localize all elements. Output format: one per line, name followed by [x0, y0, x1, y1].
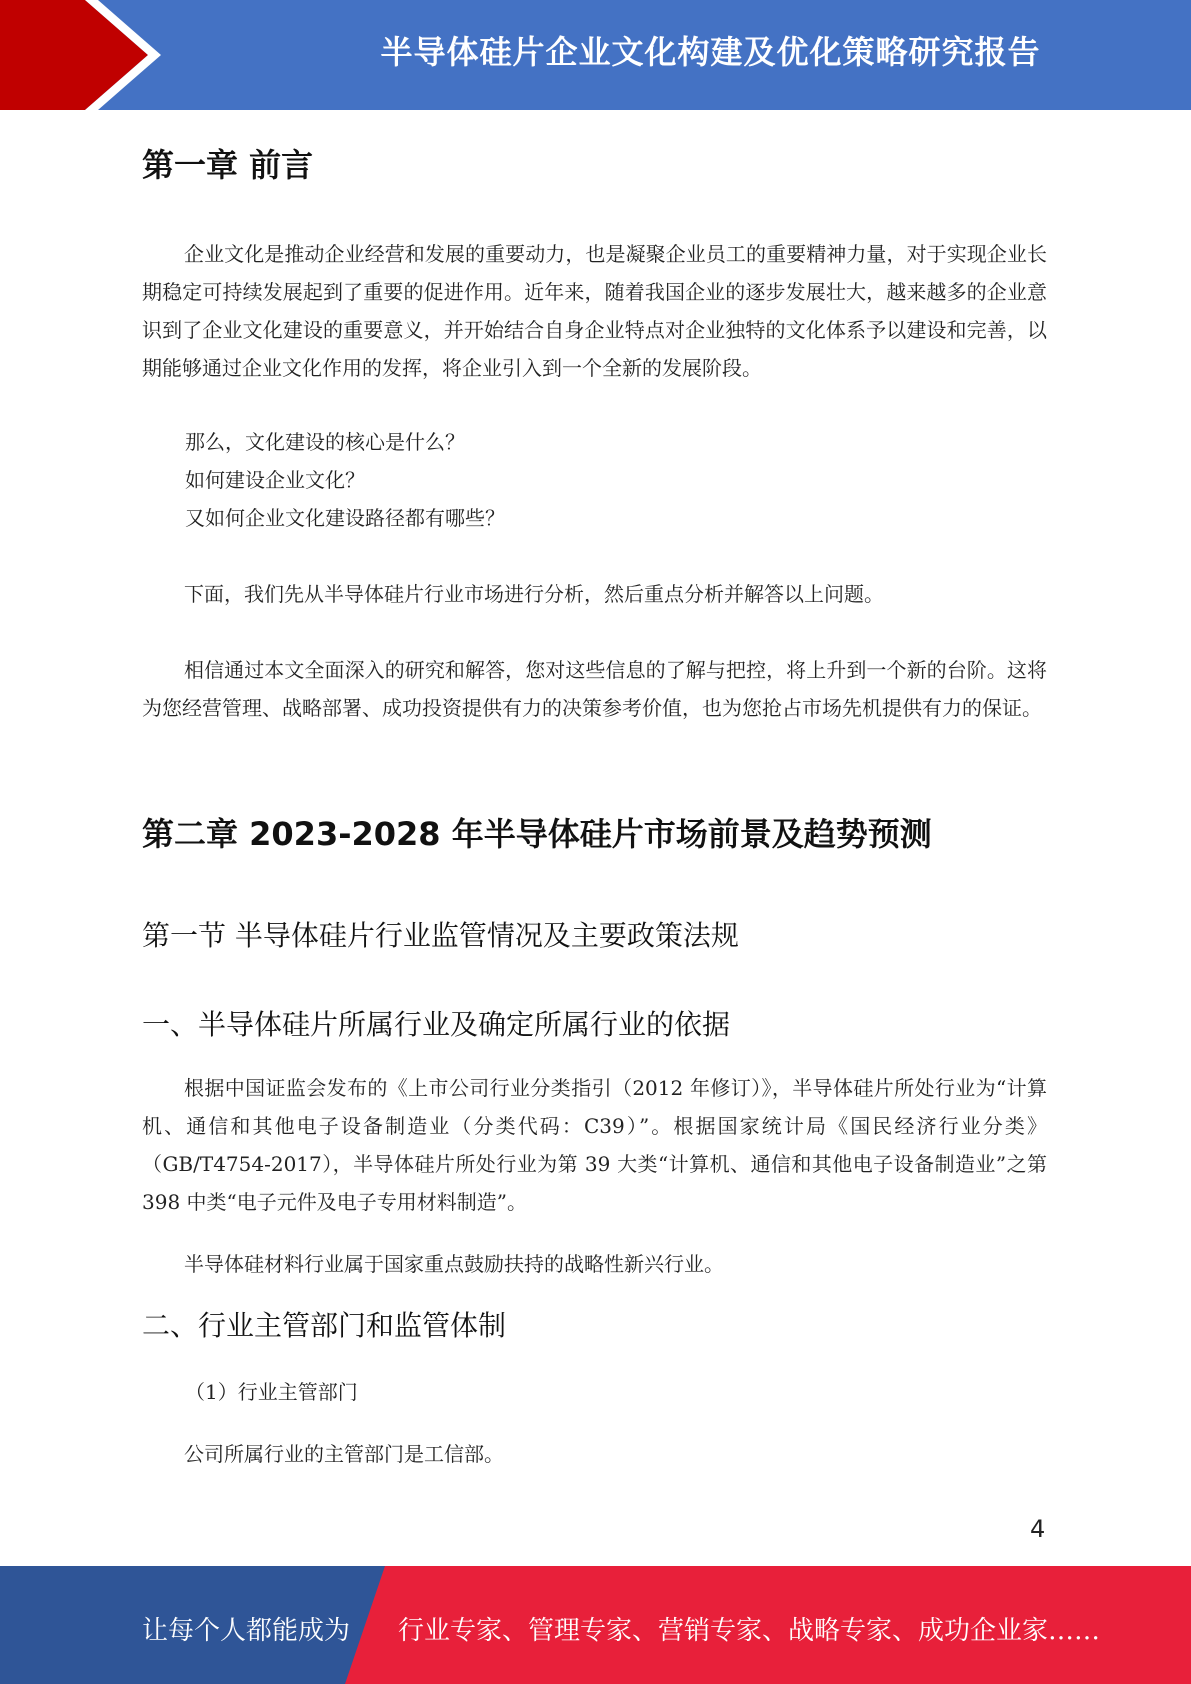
chapter1-paragraph: 下面，我们先从半导体硅片行业市场进行分析，然后重点分析并解答以上问题。 — [184, 582, 884, 606]
chapter2-title: 第二章 2023-2028 年半导体硅片市场前景及趋势预测 — [142, 815, 932, 853]
page-number: 4 — [1030, 1515, 1046, 1543]
list-item: （1）行业主管部门 — [185, 1380, 358, 1404]
section-paragraph: 公司所属行业的主管部门是工信部。 — [184, 1442, 504, 1466]
section-paragraph: 半导体硅材料行业属于国家重点鼓励扶持的战略性新兴行业。 — [184, 1252, 724, 1276]
report-title: 半导体硅片企业文化构建及优化策略研究报告 — [380, 33, 1041, 71]
question-line: 那么，文化建设的核心是什么？ — [185, 430, 465, 454]
question-line: 又如何企业文化建设路径都有哪些？ — [185, 506, 505, 530]
footer-slogan-left: 让每个人都能成为 — [142, 1616, 351, 1646]
question-line: 如何建设企业文化？ — [185, 468, 365, 492]
footer-slogan-right: 行业专家、管理专家、营销专家、战略专家、成功企业家…… — [398, 1616, 1101, 1646]
chapter1-paragraph: 相信通过本文全面深入的研究和解答，您对这些信息的了解与把控，将上升到一个新的台阶。这将为您经营管理、战略部署、成功投资提供有力的决策参考价值，也为您抢占市场先机提供有力的保证。 — [142, 658, 1047, 720]
chapter1-title: 第一章 前言 — [142, 146, 314, 184]
subsection-title: 二、行业主管部门和监管体制 — [142, 1309, 507, 1342]
chapter1-paragraph: 企业文化是推动企业经营和发展的重要动力，也是凝聚企业员工的重要精神力量，对于实现企业长期稳定可持续发展起到了重要的促进作用。近年来，随着我国企业的逐步发展壮大，越来越多的企业意识到了企业文化建设的重要意义，并开始结合自身企业特点对企业独特的文化体系予以建设和完善，以期能够通过企业文化作用的发挥，将企业引入到一个全新的发展阶段。 — [142, 242, 1047, 380]
section-paragraph: 根据中国证监会发布的《上市公司行业分类指引（2012 年修订）》，半导体硅片所处行业为“计算机、通信和其他电子设备制造业（分类代码：C39）”。根据国家统计局《国民经济行业分类》（GB/T4754-2017），半导体硅片所处行业为第 39 大类“计算机、通信和其他电子设备制造业”之第 398 中类“电子元件及电子专用材料制造”。 — [142, 1076, 1047, 1214]
section-title: 第一节 半导体硅片行业监管情况及主要政策法规 — [142, 919, 739, 952]
subsection-title: 一、半导体硅片所属行业及确定所属行业的依据 — [142, 1008, 731, 1041]
